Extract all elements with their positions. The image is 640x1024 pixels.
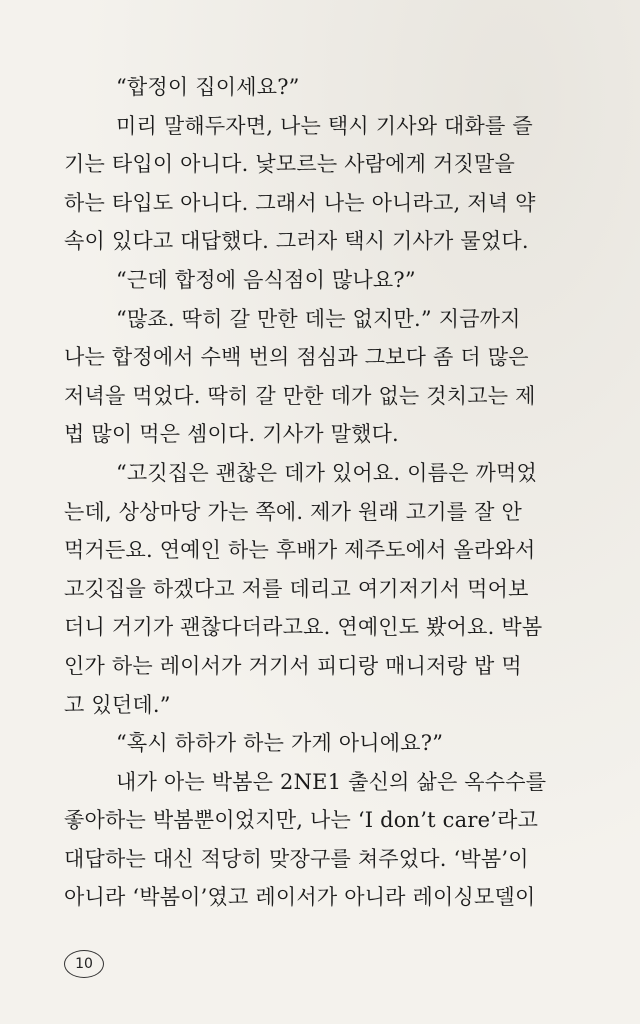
text-line: “근데 합정에 음식점이 많나요?” [116,267,416,292]
text-line: 대답하는 대신 적당히 맞장구를 쳐주었다. ‘박봄’이 [64,846,529,871]
text-line: “고깃집은 괜찮은 데가 있어요. 이름은 까먹었 [116,460,537,485]
text-line: 미리 말해두자면, 나는 택시 기사와 대화를 즐 [116,113,533,138]
text-line: 좋아하는 박봄뿐이었지만, 나는 ‘I don’t care’라고 [64,808,539,833]
text-line: “혹시 하하가 하는 가게 아니에요?” [116,731,444,756]
text-line: 속이 있다고 대답했다. 그러자 택시 기사가 물었다. [64,229,529,254]
text-line: 는데, 상상마당 가는 쪽에. 제가 원래 고기를 잘 안 [64,499,522,524]
text-line: 더니 거기가 괜찮다더라고요. 연예인도 봤어요. 박봄 [64,615,543,640]
text-line: 고 있던데.” [64,692,171,717]
text-line: 저녁을 먹었다. 딱히 갈 만한 데가 없는 것치고는 제 [64,383,536,408]
text-line: 하는 타입도 아니다. 그래서 나는 아니라고, 저녁 약 [64,190,536,215]
text-line: 먹거든요. 연예인 하는 후배가 제주도에서 올라와서 [64,538,536,563]
text-line: “합정이 집이세요?” [116,75,300,99]
page-number: 10 [64,950,104,978]
text-line: 내가 아는 박봄은 2NE1 출신의 삶은 옥수수를 [116,769,547,794]
body-text [64,68,584,917]
text-line: 나는 합정에서 수백 번의 점심과 그보다 좀 더 많은 [64,345,529,370]
text-line: 고깃집을 하겠다고 저를 데리고 여기저기서 먹어보 [64,576,529,601]
text-line: 인가 하는 레이서가 거기서 피디랑 매니저랑 밥 먹 [64,653,522,678]
text-line: 법 많이 먹은 셈이다. 기사가 말했다. [64,422,399,447]
text-line: 아니라 ‘박봄이’였고 레이서가 아니라 레이싱모델이 [64,885,536,910]
text-line: 기는 타입이 아니다. 낯모르는 사람에게 거짓말을 [64,152,515,177]
text-line: “많죠. 딱히 갈 만한 데는 없지만.” 지금까지 [116,306,521,331]
